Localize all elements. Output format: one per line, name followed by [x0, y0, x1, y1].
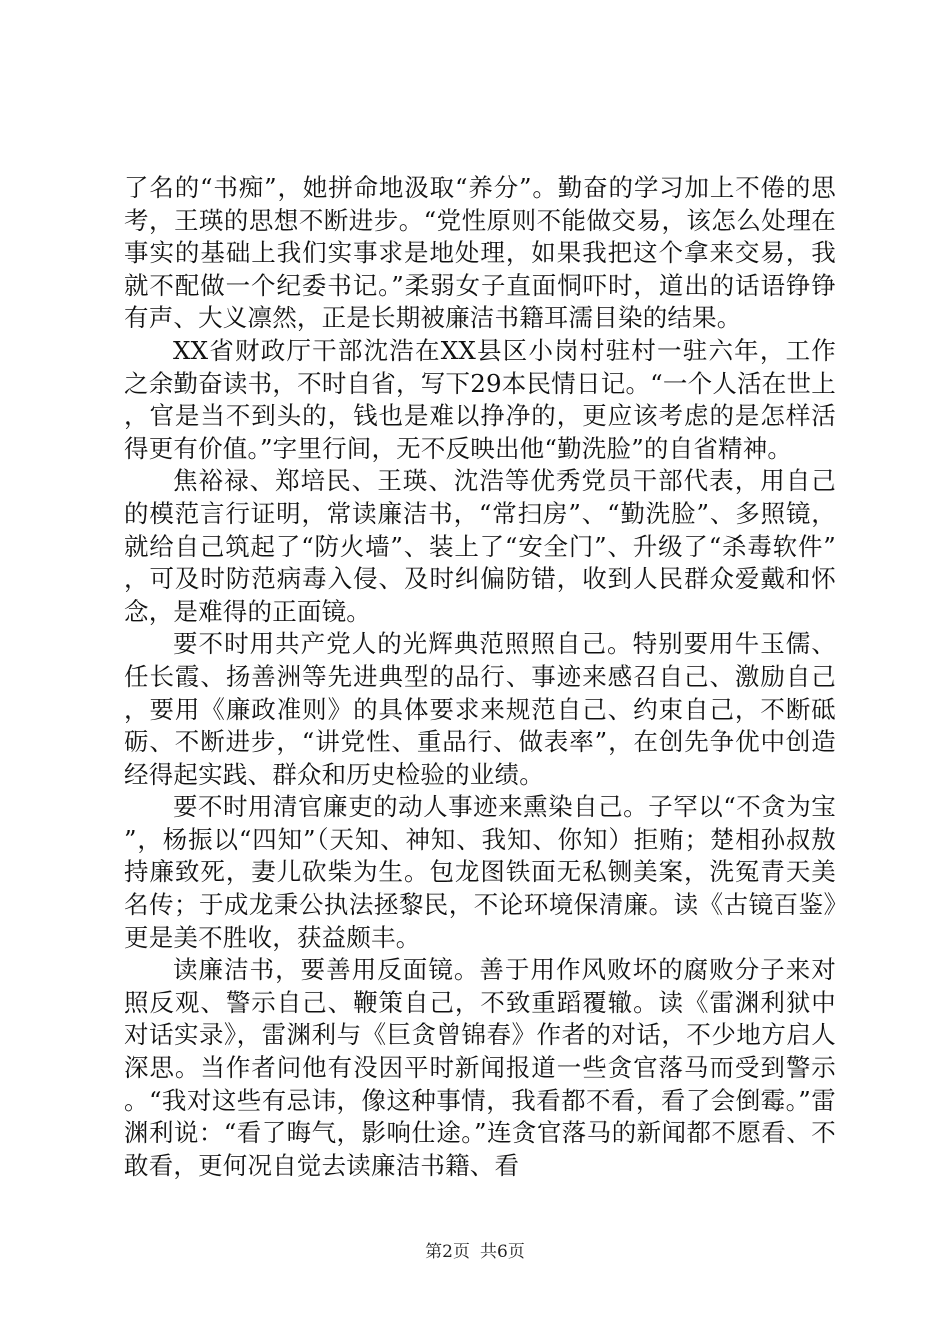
paragraph-1: 了名的“书痴”，她拼命地汲取“养分”。勤奋的学习加上不倦的思考，王瑛的思想不断进步。“党性原则不能做交易，该怎么处理在事实的基础上我们实事求是地处理，如果我把这个拿来交易，我就不配做一个纪委书记。”柔弱女子直面恫吓时，道出的话语铮铮有声、大义凛然，正是长期被廉洁书籍耳濡目染的结果。	[124, 173, 836, 333]
page-footer	[0, 1241, 950, 1263]
paragraph-3: 焦裕禄、郑培民、王瑛、沈浩等优秀党员干部代表，用自己的模范言行证明，常读廉洁书，“常扫房”、“勤洗脸”、多照镜，就给自己筑起了“防火墙”、装上了“安全门”、升级了“杀毒软件”，可及时防范病毒入侵、及时纠偏防错，收到人民群众爱戴和怀念，是难得的正面镜。	[124, 466, 836, 626]
paragraph-4: 要不时用共产党人的光辉典范照照自己。特别要用牛玉儒、任长霞、扬善洲等先进典型的品行、事迹来感召自己、激励自己，要用《廉政准则》的具体要求来规范自己、约束自己，不断砥砺、不断进步，“讲党性、重品行、做表率”，在创先争优中创造经得起实践、群众和历史检验的业绩。	[124, 629, 836, 789]
page-number-current: 第2页	[425, 1242, 470, 1262]
paragraph-5: 要不时用清官廉吏的动人事迹来熏染自己。子罕以“不贪为宝”，杨振以“四知”（天知、神知、我知、你知）拒贿；楚相孙叔敖持廉致死，妻儿砍柴为生。包龙图铁面无私铡美案，洗冤青天美名传；于成龙秉公执法拯黎民，不论环境保清廉。读《古镜百鉴》更是美不胜收，获益颇丰。	[124, 792, 836, 952]
paragraph-2: XX省财政厅干部沈浩在XX县区小岗村驻村一驻六年，工作之余勤奋读书，不时自省，写下29本民情日记。“一个人活在世上，官是当不到头的，钱也是难以挣净的，更应该考虑的是怎样活得更有价值。”字里行间，无不反映出他“勤洗脸”的自省精神。	[124, 335, 836, 463]
paragraph-6: 读廉洁书，要善用反面镜。善于用作风败坏的腐败分子来对照反观、警示自己、鞭策自己，不致重蹈覆辙。读《雷渊利狱中对话实录》，雷渊利与《巨贪曾锦春》作者的对话，不少地方启人深思。当作者问他有没因平时新闻报道一些贪官落马而受到警示。“我对这些有忌讳，像这种事情，我看都不看，看了会倒霉。”雷渊利说：“看了晦气，影响仕途。”连贪官落马的新闻都不愿看、不敢看，更何况自觉去读廉洁书籍、看	[124, 955, 836, 1180]
page-number-total: 共6页	[480, 1242, 525, 1262]
document-body	[124, 172, 836, 1182]
